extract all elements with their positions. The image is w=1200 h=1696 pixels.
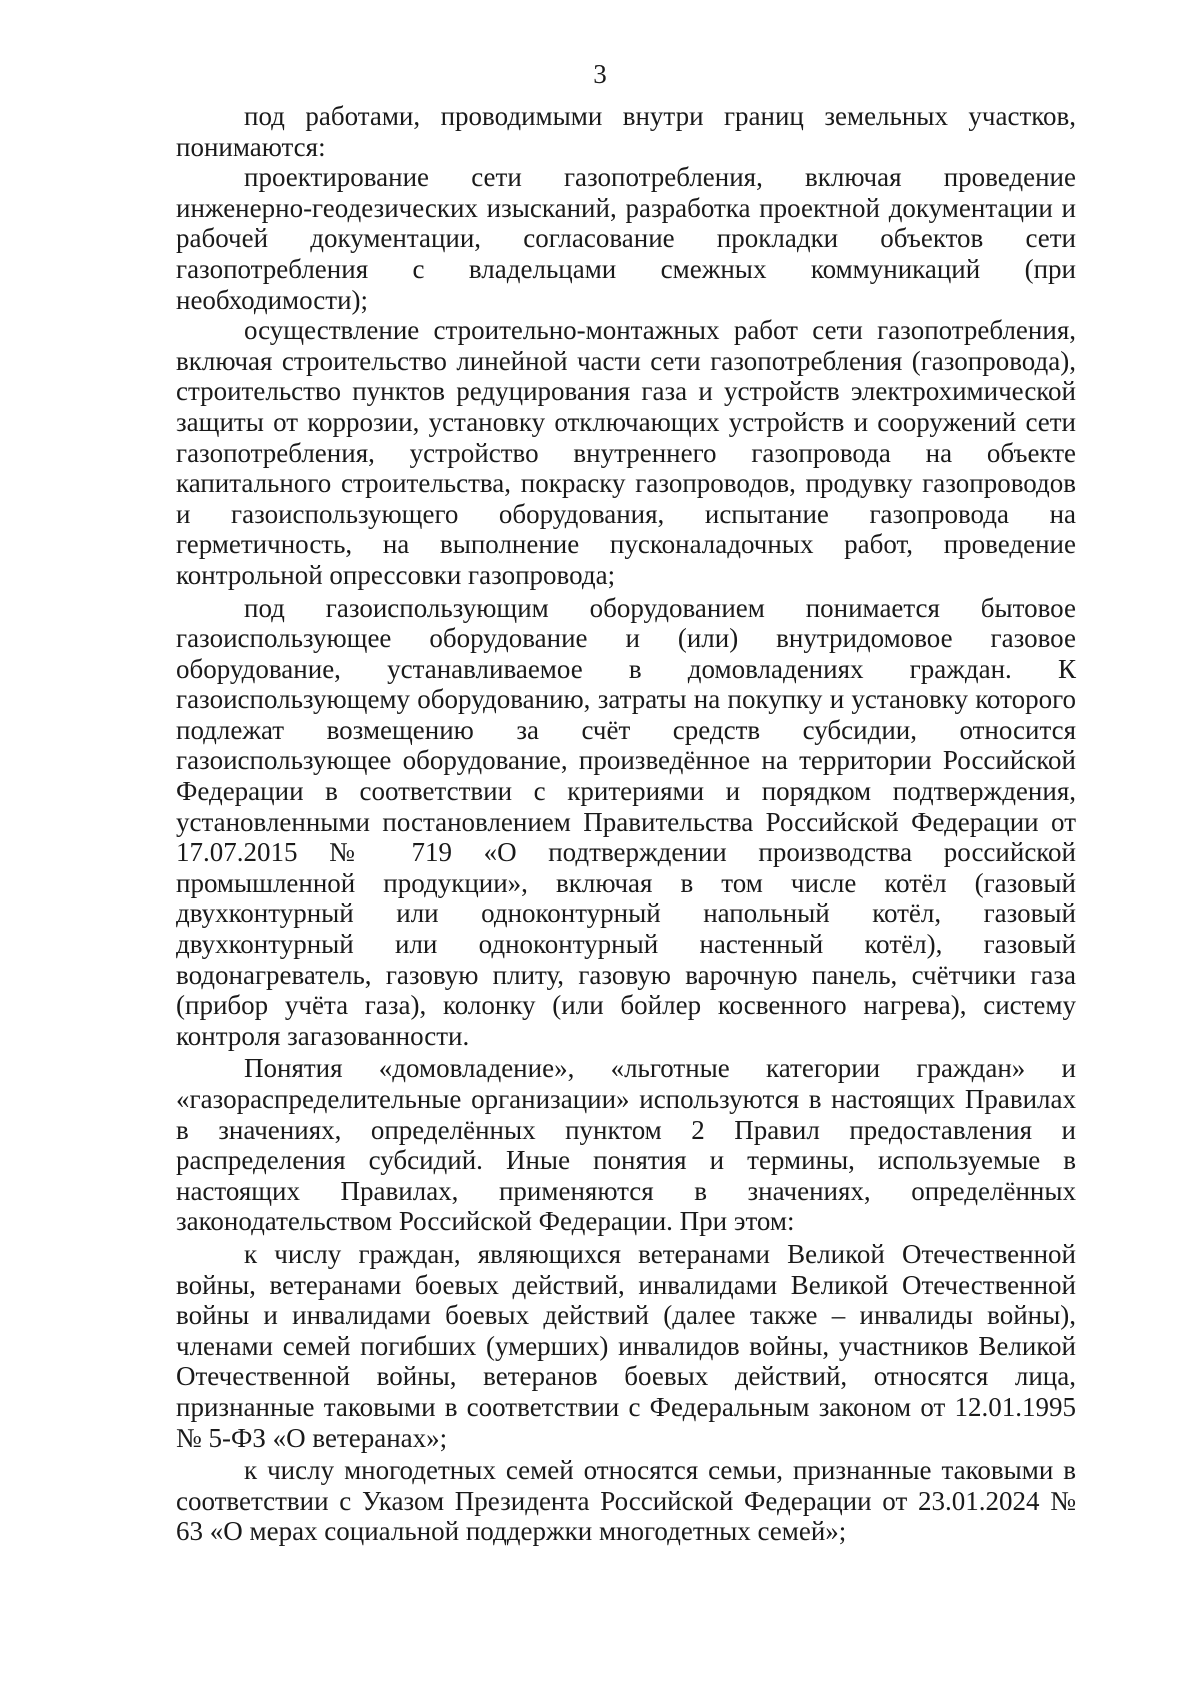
- page-number: 3: [593, 59, 607, 89]
- paragraph-equipment-definition: под газоиспользующим оборудованием понимается бытовое газоиспользующее оборудование и (или) внутридомовое газовое оборудование, устанавливаемое в домовладениях граждан. К газоиспользующему оборудованию, затраты на покупку и установку которого подлежат возмещению за счёт средств субсидии, относится газоиспользующее оборудование, произведённое на территории Российской Федерации в соответствии с критериями и порядком подтверждения, установленными постановлением Правительства Российской Федерации от 17.07.2015 № 719 «О подтверждении производства российской промышленной продукции», включая в том числе котёл (газовый двухконтурный или одноконтурный напольный котёл, газовый двухконтурный или одноконтурный настенный котёл), газовый водонагреватель, газовую плиту, газовую варочную панель, счётчики газа (прибор учёта газа), колонку (или бойлер косвенного нагрева), систему контроля загазованности.: [176, 592, 1076, 1051]
- paragraph-large-families: к числу многодетных семей относятся семьи, признанные таковыми в соответствии с Указом Президента Российской Федерации от 23.01.2024 № 63 «О мерах социальной поддержки многодетных семей»;: [176, 1455, 1076, 1547]
- document-body: [176, 101, 1076, 1549]
- paragraph-works-definition: под работами, проводимыми внутри границ земельных участков, понимаются:: [176, 101, 1076, 162]
- paragraph-concepts: Понятия «домовладение», «льготные категории граждан» и «газораспределительные организации» используются в настоящих Правилах в значениях, определённых пунктом 2 Правил предоставления и распределения субсидий. Иные понятия и термины, используемые в настоящих Правилах, применяются в значениях, определённых законодательством Российской Федерации. При этом:: [176, 1053, 1076, 1237]
- paragraph-construction: осуществление строительно-монтажных работ сети газопотребления, включая строительство линейной части сети газопотребления (газопровода), строительство пунктов редуцирования газа и устройств электрохимической защиты от коррозии, установку отключающих устройств и сооружений сети газопотребления, устройство внутреннего газопровода на объекте капитального строительства, покраску газопроводов, продувку газопроводов и газоиспользующего оборудования, испытание газопровода на герметичность, на выполнение пусконаладочных работ, проведение контрольной опрессовки газопровода;: [176, 315, 1076, 590]
- paragraph-design: проектирование сети газопотребления, включая проведение инженерно-геодезических изысканий, разработка проектной документации и рабочей документации, согласование прокладки объектов сети газопотребления с владельцами смежных коммуникаций (при необходимости);: [176, 162, 1076, 315]
- paragraph-veterans: к числу граждан, являющихся ветеранами Великой Отечественной войны, ветеранами боевых действий, инвалидами Великой Отечественной войны и инвалидами боевых действий (далее также – инвалиды войны), членами семей погибших (умерших) инвалидов войны, участников Великой Отечественной войны, ветеранов боевых действий, относятся лица, признанные таковыми в соответствии с Федеральным законом от 12.01.1995 № 5-ФЗ «О ветеранах»;: [176, 1238, 1076, 1453]
